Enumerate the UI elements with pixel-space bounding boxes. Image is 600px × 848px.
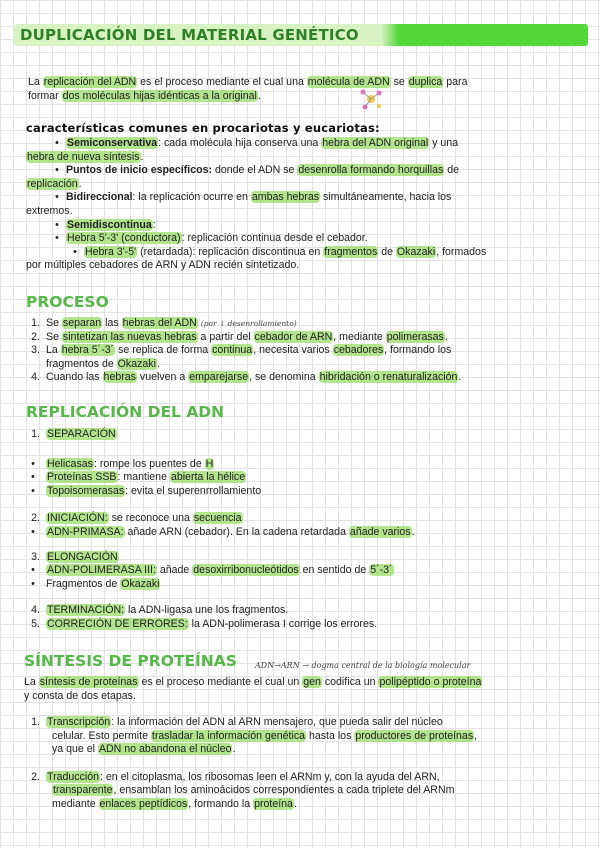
list-item: 2. Se sintetizan las nuevas hebras a partir del cebador de ARN, mediante polimerasas. (31, 330, 448, 343)
list-item-cont: por múltiples cebadores de ARN y ADN recién sintetizado. (26, 259, 300, 272)
list-item: • Proteínas SSB: mantiene abierta la hélice (31, 471, 246, 484)
sintesis-intro: La síntesis de proteínas es el proceso mediante el cual un gen codifica un polipéptido o proteína y consta de dos etapas. (24, 676, 482, 702)
list-item: 4. TERMINACIÓN: la ADN-ligasa une los fragmentos. (31, 604, 289, 617)
section-replicacion-header: REPLICACIÓN DEL ADN (26, 403, 225, 421)
list-item: • Hebra 3'-5' (retardada): replicación discontinua en fragmentos de Okazaki, formados (73, 245, 487, 258)
list-item-cont: celular. Esto permite trasladar la información genética hasta los productores de proteínas, (52, 729, 478, 742)
proceso-list (20, 317, 588, 385)
list-item: • Puntos de inicio específicos: donde el ADN se desenrolla formando horquillas de (55, 164, 460, 177)
page-title: DUPLICACIÓN DEL MATERIAL GENÉTICO (20, 26, 359, 44)
list-item: 3. La hebra 5´-3´ se replica de forma continua, necesita varios cebadores, formando los (31, 344, 452, 357)
list-item: • Hebra 5'-3' (conductora): replicación continua desde el cebador. (55, 232, 368, 245)
list-item: 1. Se separan las hebras del ADN (por ↓ desenrollamiento) (31, 317, 297, 329)
list-item-cont: transparente, ensamblan los aminoácidos correspondientes a cada triplete del ARNm (53, 784, 455, 797)
list-item-cont: extremos. (26, 204, 73, 217)
sparkle-doodle-icon (358, 86, 384, 112)
list-item-cont: hebra de nueva síntesis. (27, 150, 144, 163)
list-item: • Bidireccional: la replicación ocurre en ambas hebras simultáneamente, hacia los (55, 191, 452, 204)
list-item: 1. SEPARACIÓN (31, 428, 116, 440)
dogma-note: ADN→ARN → dogma central de la biología molecular (255, 661, 471, 670)
section-proceso-header: PROCESO (26, 293, 109, 311)
list-item-cont: fragmentos de Okazaki. (46, 357, 160, 370)
list-item: 3. ELONGACIÓN (31, 550, 118, 563)
list-item-cont: ya que el ADN no abandona el núcleo. (52, 743, 236, 756)
list-item: 2. Traducción: en el citoplasma, los ribosomas leen el ARNm y, con la ayuda del ARN, (31, 770, 440, 783)
list-item: • Fragmentos de Okazaki (31, 577, 160, 590)
list-item: 2. INICIACIÓN: se reconoce una secuencia (31, 512, 242, 525)
list-item-cont: mediante enlaces peptídicos, formando la proteína. (52, 797, 297, 810)
list-item: • Semidiscontinua: (55, 218, 156, 231)
list-item: 1. Transcripción: la información del ADN al ARN mensajero, que pueda salir del núcleo (31, 716, 443, 728)
list-item: • ADN-PRIMASA: añade ARN (cebador). En la cadena retardada añade varios. (31, 525, 415, 538)
list-item: • Semiconservativa: cada molécula hija conserva una hebra del ADN original y una (55, 137, 459, 149)
list-item: 5. CORRECIÓN DE ERRORES: la ADN-polimerasa I corrige los errores. (31, 617, 378, 630)
list-item: 4. Cuando las hebras vuelven a emparejarse, se denomina hibridación o renaturalización. (31, 371, 462, 384)
section-sintesis-header: SÍNTESIS DE PROTEÍNAS (24, 652, 237, 670)
sintesis-list (20, 716, 588, 812)
intro-paragraph: La replicación del ADN es el proceso mediante el cual una molécula de ADN se duplica para formar dos moléculas hijas idénticas a la original. (28, 76, 468, 102)
list-item: • Helicasas: rompe los puentes de H (31, 457, 214, 470)
characteristics-list (26, 137, 586, 273)
replicacion-list (20, 428, 588, 632)
list-item: • ADN-POLIMERASA III: añade desoxirribonucleótidos en sentido de 5´-3´ (31, 564, 393, 577)
list-item-cont: replicación. (27, 177, 82, 190)
list-item: • Topoisomerasas: evita el superenrrollamiento (31, 484, 262, 497)
characteristics-header: características comunes en procariotas y eucariotas: (26, 121, 380, 135)
